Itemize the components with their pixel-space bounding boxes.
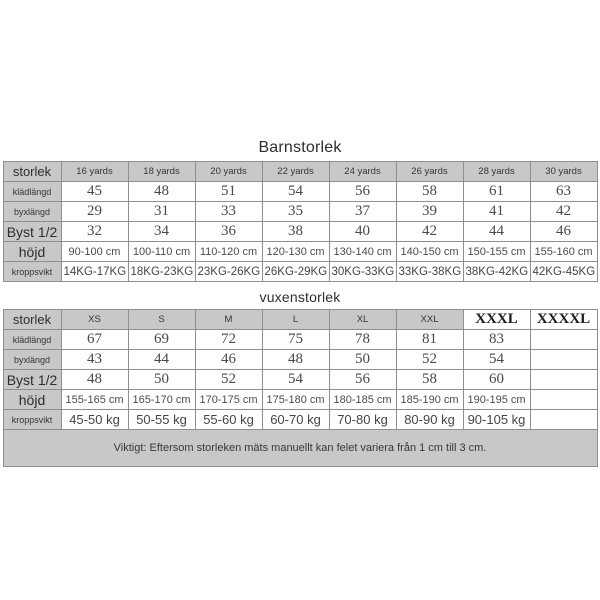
row-label: kroppsvikt	[3, 410, 61, 430]
row-label-header: storlek	[3, 162, 61, 182]
value-cell: 54	[262, 182, 329, 202]
value-cell: 44	[463, 222, 530, 242]
value-cell: 180-185 cm	[329, 390, 396, 410]
size-column-header: XS	[61, 310, 128, 330]
value-cell: 165-170 cm	[128, 390, 195, 410]
value-cell: 43	[61, 350, 128, 370]
value-cell: 69	[128, 330, 195, 350]
size-column-header: M	[195, 310, 262, 330]
size-column-header: 30 yards	[530, 162, 597, 182]
value-cell: 29	[61, 202, 128, 222]
row-label: byxlängd	[3, 350, 61, 370]
value-cell: 90-105 kg	[463, 410, 530, 430]
value-cell: 60	[463, 370, 530, 390]
size-column-header: XXXXL	[530, 310, 597, 330]
size-column-header: XXL	[396, 310, 463, 330]
table-row	[3, 370, 597, 390]
row-label: klädlängd	[3, 182, 61, 202]
value-cell: 30KG-33KG	[329, 262, 396, 282]
value-cell: 110-120 cm	[195, 242, 262, 262]
value-cell	[530, 350, 597, 370]
value-cell: 80-90 kg	[396, 410, 463, 430]
value-cell: 155-160 cm	[530, 242, 597, 262]
value-cell: 72	[195, 330, 262, 350]
children-size-table	[3, 161, 598, 282]
row-label-header: storlek	[3, 310, 61, 330]
size-column-header: XXXL	[463, 310, 530, 330]
row-label: höjd	[3, 242, 61, 262]
value-cell: 40	[329, 222, 396, 242]
value-cell: 140-150 cm	[396, 242, 463, 262]
size-column-header: 16 yards	[61, 162, 128, 182]
value-cell: 90-100 cm	[61, 242, 128, 262]
value-cell: 170-175 cm	[195, 390, 262, 410]
value-cell: 42KG-45KG	[530, 262, 597, 282]
value-cell: 54	[262, 370, 329, 390]
value-cell: 33	[195, 202, 262, 222]
table-row	[3, 350, 597, 370]
value-cell: 50	[329, 350, 396, 370]
value-cell: 51	[195, 182, 262, 202]
value-cell: 150-155 cm	[463, 242, 530, 262]
value-cell: 81	[396, 330, 463, 350]
row-label: Byst 1/2	[3, 222, 61, 242]
value-cell: 100-110 cm	[128, 242, 195, 262]
value-cell: 31	[128, 202, 195, 222]
row-label: Byst 1/2	[3, 370, 61, 390]
value-cell: 83	[463, 330, 530, 350]
value-cell: 175-180 cm	[262, 390, 329, 410]
value-cell: 48	[262, 350, 329, 370]
row-label: klädlängd	[3, 330, 61, 350]
value-cell: 48	[61, 370, 128, 390]
size-column-header: 20 yards	[195, 162, 262, 182]
value-cell: 33KG-38KG	[396, 262, 463, 282]
value-cell: 42	[396, 222, 463, 242]
value-cell: 45-50 kg	[61, 410, 128, 430]
value-cell	[530, 390, 597, 410]
value-cell: 54	[463, 350, 530, 370]
value-cell: 45	[61, 182, 128, 202]
value-cell	[530, 330, 597, 350]
row-label: byxlängd	[3, 202, 61, 222]
value-cell: 58	[396, 182, 463, 202]
value-cell: 60-70 kg	[262, 410, 329, 430]
value-cell: 185-190 cm	[396, 390, 463, 410]
note-row	[3, 430, 597, 467]
value-cell: 48	[128, 182, 195, 202]
table-row	[3, 410, 597, 430]
value-cell: 61	[463, 182, 530, 202]
value-cell: 56	[329, 370, 396, 390]
value-cell: 70-80 kg	[329, 410, 396, 430]
value-cell: 155-165 cm	[61, 390, 128, 410]
header-row	[3, 310, 597, 330]
value-cell: 190-195 cm	[463, 390, 530, 410]
value-cell: 78	[329, 330, 396, 350]
table-row	[3, 390, 597, 410]
table-row	[3, 222, 597, 242]
adult-table-title: vuxenstorlek	[259, 289, 341, 305]
value-cell: 67	[61, 330, 128, 350]
value-cell: 14KG-17KG	[61, 262, 128, 282]
table-row	[3, 202, 597, 222]
value-cell: 52	[195, 370, 262, 390]
size-column-header: L	[262, 310, 329, 330]
value-cell: 32	[61, 222, 128, 242]
value-cell	[530, 370, 597, 390]
value-cell: 52	[396, 350, 463, 370]
value-cell: 34	[128, 222, 195, 242]
value-cell: 50-55 kg	[128, 410, 195, 430]
value-cell: 38KG-42KG	[463, 262, 530, 282]
value-cell: 55-60 kg	[195, 410, 262, 430]
value-cell: 56	[329, 182, 396, 202]
table-row	[3, 262, 597, 282]
size-column-header: 28 yards	[463, 162, 530, 182]
value-cell: 41	[463, 202, 530, 222]
table-row	[3, 330, 597, 350]
value-cell: 130-140 cm	[329, 242, 396, 262]
row-label: höjd	[3, 390, 61, 410]
size-column-header: 24 yards	[329, 162, 396, 182]
header-row	[3, 162, 597, 182]
value-cell: 18KG-23KG	[128, 262, 195, 282]
value-cell: 58	[396, 370, 463, 390]
size-column-header: S	[128, 310, 195, 330]
size-column-header: XL	[329, 310, 396, 330]
value-cell: 37	[329, 202, 396, 222]
size-column-header: 22 yards	[262, 162, 329, 182]
value-cell: 35	[262, 202, 329, 222]
value-cell: 120-130 cm	[262, 242, 329, 262]
value-cell	[530, 410, 597, 430]
value-cell: 63	[530, 182, 597, 202]
size-column-header: 18 yards	[128, 162, 195, 182]
value-cell: 50	[128, 370, 195, 390]
row-label: kroppsvikt	[3, 262, 61, 282]
note-text: Viktigt: Eftersom storleken mäts manuellt kan felet variera från 1 cm till 3 cm.	[3, 430, 597, 467]
value-cell: 36	[195, 222, 262, 242]
value-cell: 23KG-26KG	[195, 262, 262, 282]
value-cell: 38	[262, 222, 329, 242]
value-cell: 39	[396, 202, 463, 222]
adult-size-table	[3, 309, 598, 467]
value-cell: 75	[262, 330, 329, 350]
children-table-title: Barnstorlek	[258, 139, 342, 156]
value-cell: 26KG-29KG	[262, 262, 329, 282]
value-cell: 44	[128, 350, 195, 370]
value-cell: 42	[530, 202, 597, 222]
table-row	[3, 182, 597, 202]
value-cell: 46	[195, 350, 262, 370]
size-column-header: 26 yards	[396, 162, 463, 182]
table-row	[3, 242, 597, 262]
value-cell: 46	[530, 222, 597, 242]
